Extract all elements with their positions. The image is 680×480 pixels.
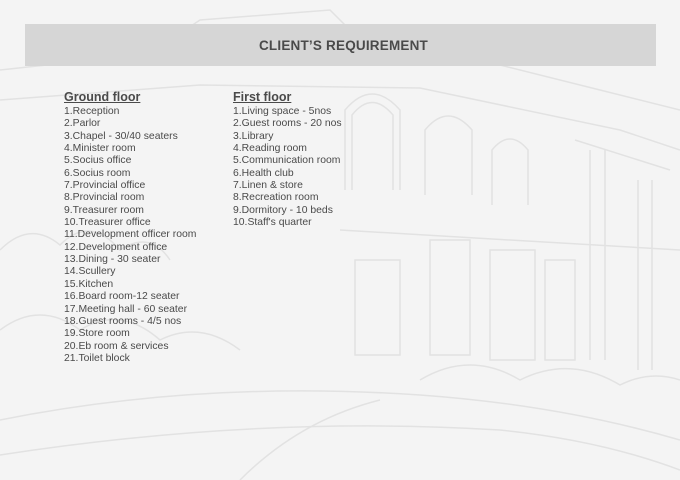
list-item: 3.Library: [233, 130, 274, 142]
list-item: 2.Parlor: [64, 118, 101, 130]
list-item: 11.Development officer room: [64, 229, 197, 241]
page-title: CLIENT’S REQUIREMENT: [258, 37, 428, 53]
list-item: 5.Communication room: [233, 155, 341, 167]
list-item: 7.Linen & store: [233, 180, 303, 192]
list-item: 18.Guest rooms - 4/5 nos: [64, 315, 182, 327]
list-item: 10.Staff's quarter: [233, 217, 312, 229]
list-item: 16.Board room-12 seater: [64, 291, 180, 303]
list-item: 1.Living space - 5nos: [233, 106, 332, 117]
list-item: 7.Provincial office: [64, 180, 146, 192]
list-item: 1.Reception: [64, 106, 120, 117]
list-item: 17.Meeting hall - 60 seater: [64, 303, 188, 315]
ground-floor-list: [64, 106, 196, 365]
list-item: 4.Minister room: [64, 143, 136, 155]
ground-floor-heading: Ground floor: [64, 90, 141, 104]
list-item: 8.Recreation room: [233, 192, 319, 204]
list-item: 6.Socius room: [64, 167, 131, 179]
first-floor-section: [233, 90, 342, 229]
first-floor-list: [233, 106, 342, 229]
list-item: 14.Scullery: [64, 266, 116, 278]
list-item: 15.Kitchen: [64, 278, 114, 290]
list-item: 5.Socius office: [64, 155, 132, 167]
list-item: 10.Treasurer office: [64, 217, 151, 229]
list-item: 3.Chapel - 30/40 seaters: [64, 130, 178, 142]
list-item: 20.Eb room & services: [64, 340, 169, 352]
list-item: 13.Dining - 30 seater: [64, 254, 161, 266]
first-floor-heading: First floor: [233, 90, 292, 104]
list-item: 9.Treasurer room: [64, 204, 144, 216]
list-item: 21.Toilet block: [64, 352, 130, 364]
list-item: 9.Dormitory - 10 beds: [233, 204, 333, 216]
list-item: 2.Guest rooms - 20 nos: [233, 118, 342, 130]
list-item: 6.Health club: [233, 167, 294, 179]
list-item: 8.Provincial room: [64, 192, 145, 204]
ground-floor-section: [64, 90, 196, 365]
list-item: 12.Development office: [64, 241, 168, 253]
list-item: 19.Store room: [64, 328, 130, 340]
list-item: 4.Reading room: [233, 143, 307, 155]
header-bar: [25, 24, 656, 66]
